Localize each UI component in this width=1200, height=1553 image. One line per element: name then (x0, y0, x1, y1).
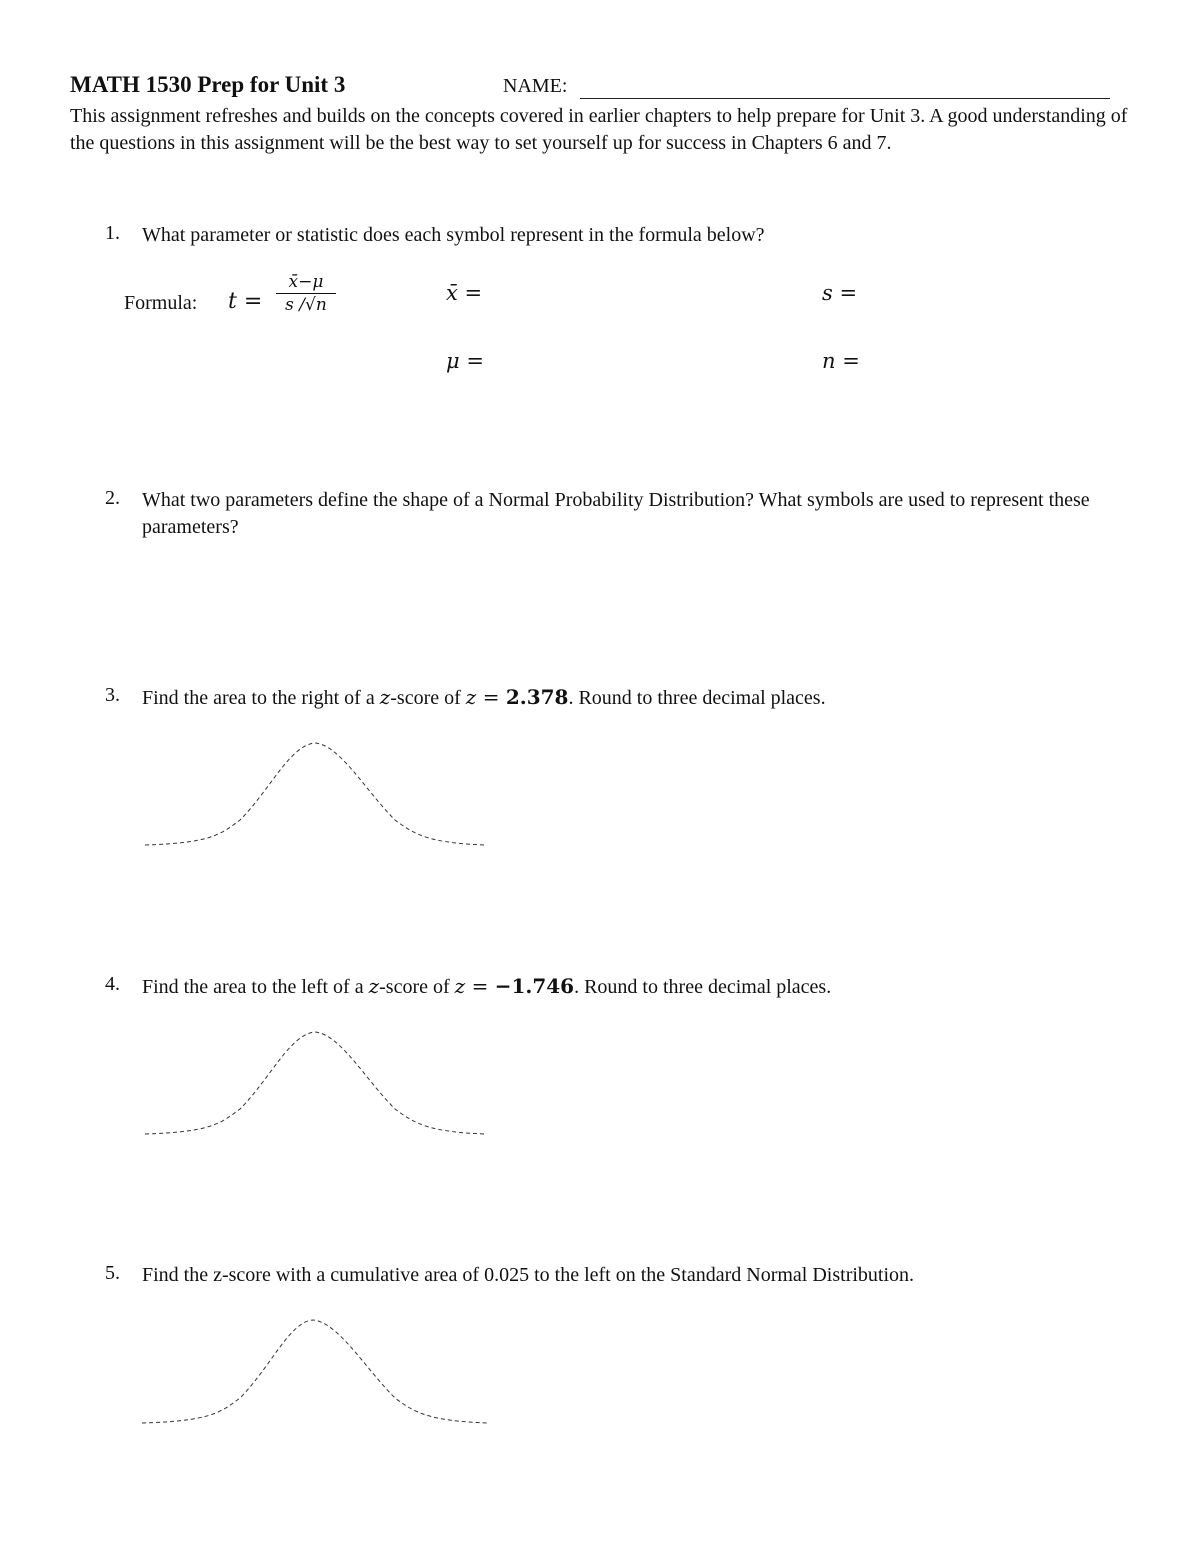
q3-z-expr: z = (465, 685, 506, 709)
q4-text-before: Find the area to the left of a (142, 976, 369, 998)
blank-mu: μ = (446, 349, 484, 373)
formula-lhs: t = (228, 289, 263, 314)
formula-numerator: x̄−μ (276, 272, 336, 294)
q3-text-before: Find the area to the right of a (142, 687, 380, 709)
q3-text-after: . Round to three decimal places. (568, 687, 826, 709)
question-4-text (142, 973, 831, 1001)
name-field-line[interactable] (580, 98, 1110, 99)
blank-s: s = (822, 281, 858, 305)
normal-curve-q5 (140, 1313, 490, 1433)
normal-curve-q4 (140, 1024, 490, 1144)
q4-z-expr: z = (454, 974, 495, 998)
q4-z-value: −1.746 (494, 974, 575, 998)
normal-curve-q3 (140, 735, 490, 855)
q3-z-value: 2.378 (505, 685, 569, 709)
question-1-number: 1. (105, 222, 120, 244)
question-3-number: 3. (105, 684, 120, 706)
name-label: NAME: (503, 75, 568, 97)
q3-text-middle: -score of (390, 687, 466, 709)
question-4-number: 4. (105, 973, 120, 995)
question-5-number: 5. (105, 1262, 120, 1284)
formula-denominator: s /√n (285, 295, 327, 315)
q4-z-italic: z (368, 974, 380, 998)
intro-paragraph: This assignment refreshes and builds on the concepts covered in earlier chapters to help prepare for Unit 3. A good understanding of the questions in this assignment will be the best way to set yourself up for success in Chapters 6 and 7. (70, 105, 1128, 154)
question-5-text: Find the z-score with a cumulative area of 0.025 to the left on the Standard Normal Distribution. (142, 1264, 915, 1286)
q4-text-middle: -score of (379, 976, 455, 998)
blank-xbar: x̄ = (446, 281, 483, 305)
q3-z-italic: z (379, 685, 391, 709)
question-2-text: What two parameters define the shape of a Normal Probability Distribution? What symbols are used to represent these parameters? (142, 489, 1090, 538)
page-title: MATH 1530 Prep for Unit 3 (70, 72, 346, 97)
formula-fraction (276, 272, 336, 315)
question-1-text: What parameter or statistic does each symbol represent in the formula below? (142, 224, 765, 246)
q4-text-after: . Round to three decimal places. (574, 976, 832, 998)
question-3-text (142, 684, 826, 712)
formula-label: Formula: (124, 292, 198, 314)
question-2-number: 2. (105, 487, 120, 509)
blank-n: n = (822, 349, 860, 373)
